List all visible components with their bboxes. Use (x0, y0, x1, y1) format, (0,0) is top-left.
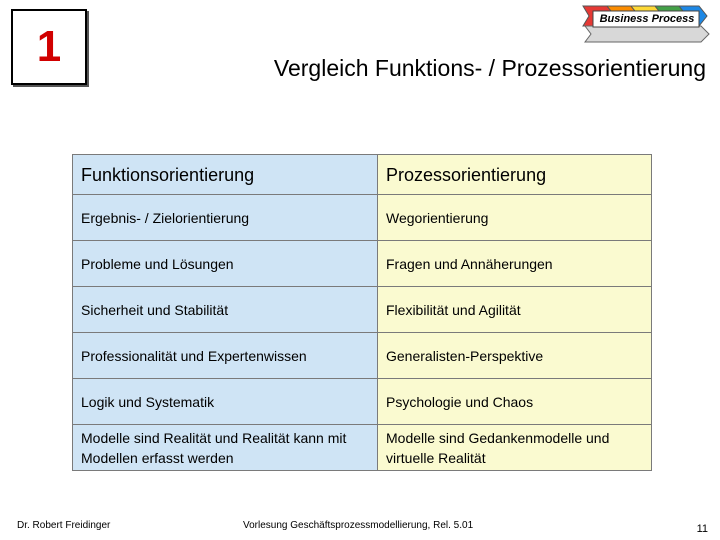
table-cell: Modelle sind Gedankenmodelle und virtuelle Realität (378, 425, 652, 471)
table-cell: Sicherheit und Stabilität (73, 287, 378, 333)
table-cell: Fragen und Annäherungen (378, 241, 652, 287)
footer-page-number: 11 (696, 523, 708, 535)
business-process-logo (581, 4, 711, 44)
logo-text: Business Process (599, 13, 695, 25)
table-row (73, 379, 652, 425)
comparison-table (72, 154, 652, 471)
table-header-row (73, 155, 652, 195)
table-row (73, 195, 652, 241)
table-cell: Psychologie und Chaos (378, 379, 652, 425)
table-cell: Flexibilität und Agilität (378, 287, 652, 333)
slide-number: 1 (36, 22, 62, 71)
table-cell: Modelle sind Realität und Realität kann mit Modellen erfasst werden (73, 425, 378, 471)
table-row (73, 287, 652, 333)
table-cell: Logik und Systematik (73, 379, 378, 425)
footer-author: Dr. Robert Freidinger (17, 520, 111, 531)
table-row (73, 241, 652, 287)
table-row (73, 425, 652, 471)
slide-number-box (11, 9, 87, 85)
table-cell: Generalisten-Perspektive (378, 333, 652, 379)
table-cell: Probleme und Lösungen (73, 241, 378, 287)
header-funktionsorientierung: Funktionsorientierung (73, 155, 378, 195)
table-cell: Wegorientierung (378, 195, 652, 241)
header-prozessorientierung: Prozessorientierung (378, 155, 652, 195)
table-cell: Professionalität und Expertenwissen (73, 333, 378, 379)
table-cell: Ergebnis- / Zielorientierung (73, 195, 378, 241)
page-title: Vergleich Funktions- / Prozessorientierung (273, 55, 706, 81)
footer-course: Vorlesung Geschäftsprozessmodellierung, Rel. 5.01 (243, 520, 474, 531)
table-row (73, 333, 652, 379)
